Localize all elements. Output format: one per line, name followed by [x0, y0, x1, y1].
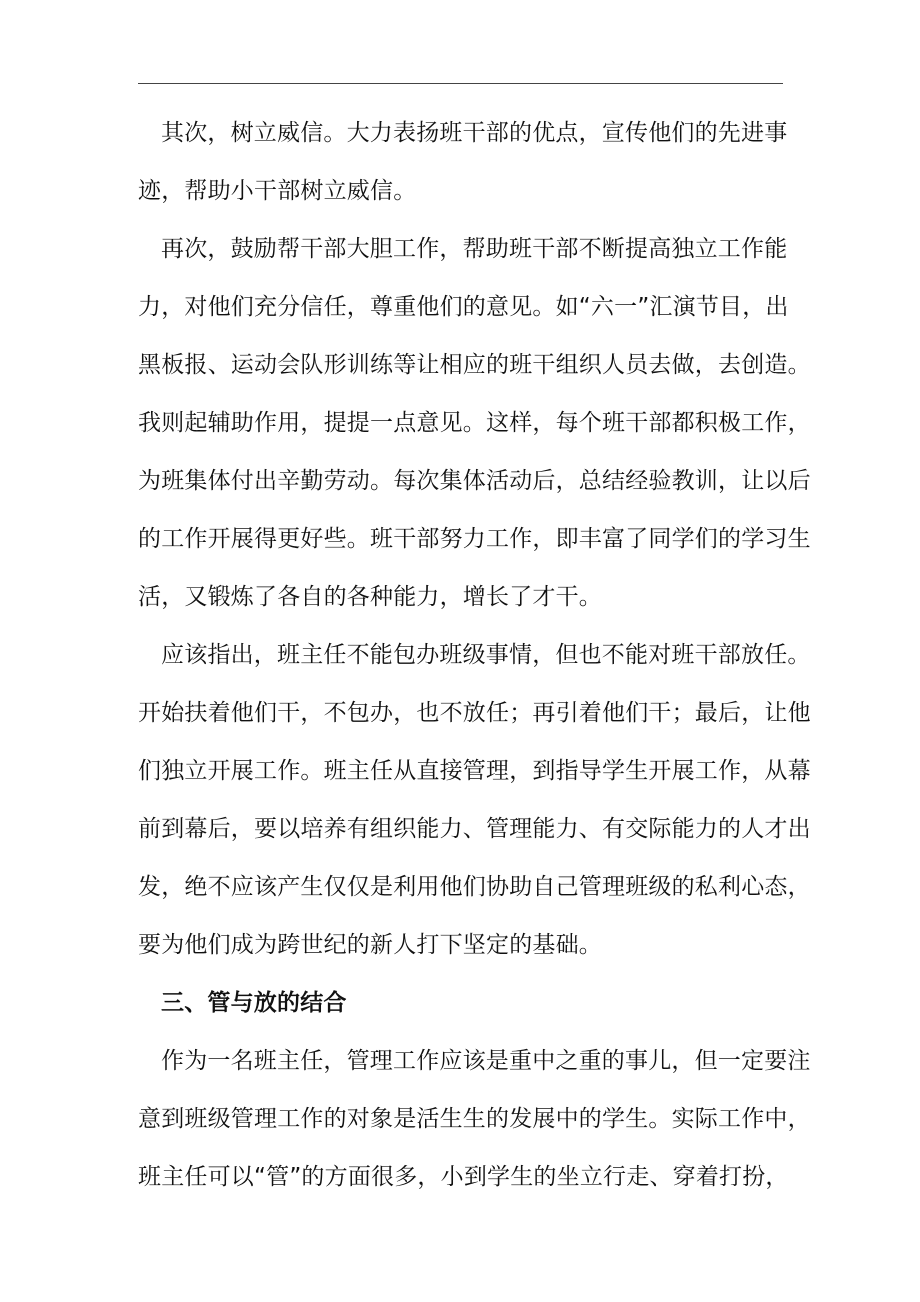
- text-line: 迹，帮助小干部树立威信。: [138, 178, 417, 204]
- paragraph-management-work: [138, 1032, 811, 1206]
- text-line: 为班集体付出辛勤劳动。每次集体活动后，总结经验教训，让以后: [138, 468, 811, 494]
- text-line: 班主任可以“管”的方面很多，小到学生的坐立行走、穿着打扮，: [138, 1164, 789, 1190]
- text-line: 我则起辅助作用，提提一点意见。这样，每个班干部都积极工作，: [138, 410, 811, 436]
- text-line: 黑板报、运动会队形训练等让相应的班干组织人员去做，去创造。: [138, 352, 811, 378]
- header-rule: [138, 83, 783, 84]
- text-line: 其次，树立威信。大力表扬班干部的优点，宣传他们的先进事: [161, 120, 788, 146]
- text-line: 发，绝不应该产生仅仅是利用他们协助自己管理班级的私利心态，: [138, 874, 811, 900]
- text-line: 力，对他们充分信任，尊重他们的意见。如“六一”汇演节目，出: [138, 294, 789, 320]
- text-line: 应该指出，班主任不能包办班级事情，但也不能对班干部放任。: [161, 642, 811, 668]
- text-line: 前到幕后，要以培养有组织能力、管理能力、有交际能力的人才出: [138, 816, 811, 842]
- text-line: 意到班级管理工作的对象是活生生的发展中的学生。实际工作中，: [138, 1106, 811, 1132]
- section-heading-text: 三、管与放的结合: [161, 990, 347, 1016]
- text-line: 作为一名班主任，管理工作应该是重中之重的事儿，但一定要注: [161, 1048, 811, 1074]
- document-body: [138, 104, 811, 1206]
- text-line: 再次，鼓励帮干部大胆工作，帮助班干部不断提高独立工作能: [161, 236, 788, 262]
- text-line: 们独立开展工作。班主任从直接管理，到指导学生开展工作，从幕: [138, 758, 811, 784]
- paragraph-establish-prestige: [138, 104, 788, 220]
- text-line: 活，又锻炼了各自的各种能力，增长了才干。: [138, 584, 602, 610]
- text-line: 的工作开展得更好些。班干部努力工作，即丰富了同学们的学习生: [138, 526, 811, 552]
- text-line: 开始扶着他们干，不包办，也不放任；再引着他们干；最后，让他: [138, 700, 811, 726]
- paragraph-should-point-out: [138, 626, 811, 974]
- paragraph-encourage-cadres: [138, 220, 811, 626]
- text-line: 要为他们成为跨世纪的新人打下坚定的基础。: [138, 932, 602, 958]
- section-heading: [138, 974, 788, 1032]
